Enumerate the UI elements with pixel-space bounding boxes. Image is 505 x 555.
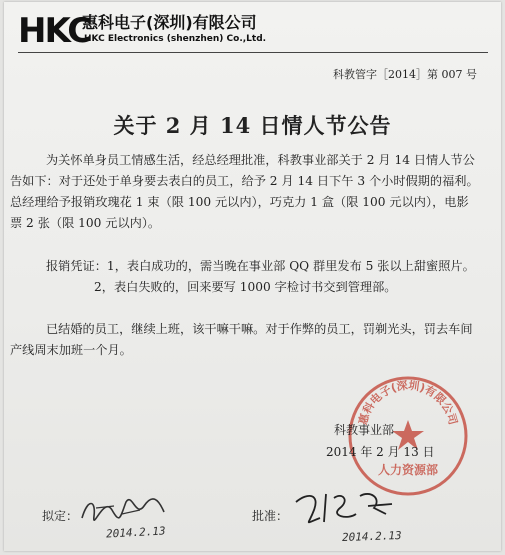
drafted-by-label: 拟定： xyxy=(42,509,79,523)
issuing-department: 科教事业部 xyxy=(334,423,395,437)
body-paragraph-4: 已结婚的员工，继续上班，该干嘛干嘛。对于作弊的员工，罚剃光头，罚去车间产线周末加班一个月。 xyxy=(10,322,473,357)
company-name-en: HKC Electronics (shenzhen) Co.,Ltd. xyxy=(84,34,267,44)
body-paragraph-3: 2，表白失败的，回来要写 1000 字检讨书交到管理部。 xyxy=(94,280,397,294)
document-number: 科教管字［2014］第 007 号 xyxy=(333,68,477,81)
approved-date: 2014.2.13 xyxy=(341,528,402,545)
svg-text:人力资源部: 人力资源部 xyxy=(377,463,439,477)
page-title: 关于 2 月 14 日情人节公告 xyxy=(113,113,392,138)
body-paragraph-2: 报销凭证：1，表白成功的，需当晚在事业部 QQ 群里发布 5 张以上甜蜜照片。 xyxy=(46,259,475,273)
body-paragraph-1: 为关怀单身员工情感生活，经总经理批准，科教事业部关于 2 月 14 日情人节公告如下：对于还处于单身要去表白的员工，给予 2 月 14 日下午 3 个小时假期的福利。总经理给予报销玫瑰花 1 束（限 100 元以内），巧克力 1 盒（限 100 元以内），电影票 2 张（限 100 元以内）。 xyxy=(10,153,479,230)
company-name-cn: 惠科电子(深圳)有限公司 xyxy=(82,13,257,32)
approver-signature xyxy=(290,484,400,530)
company-logo: HKC xyxy=(18,11,91,51)
document-page xyxy=(4,2,501,551)
issue-date: 2014 年 2 月 13 日 xyxy=(326,445,435,459)
approved-by-label: 批准： xyxy=(252,509,289,523)
drafted-date: 2014.2.13 xyxy=(105,524,166,541)
svg-text:惠科电子(深圳)有限公司: 惠科电子(深圳)有限公司 xyxy=(356,378,460,427)
header-divider xyxy=(18,52,488,53)
